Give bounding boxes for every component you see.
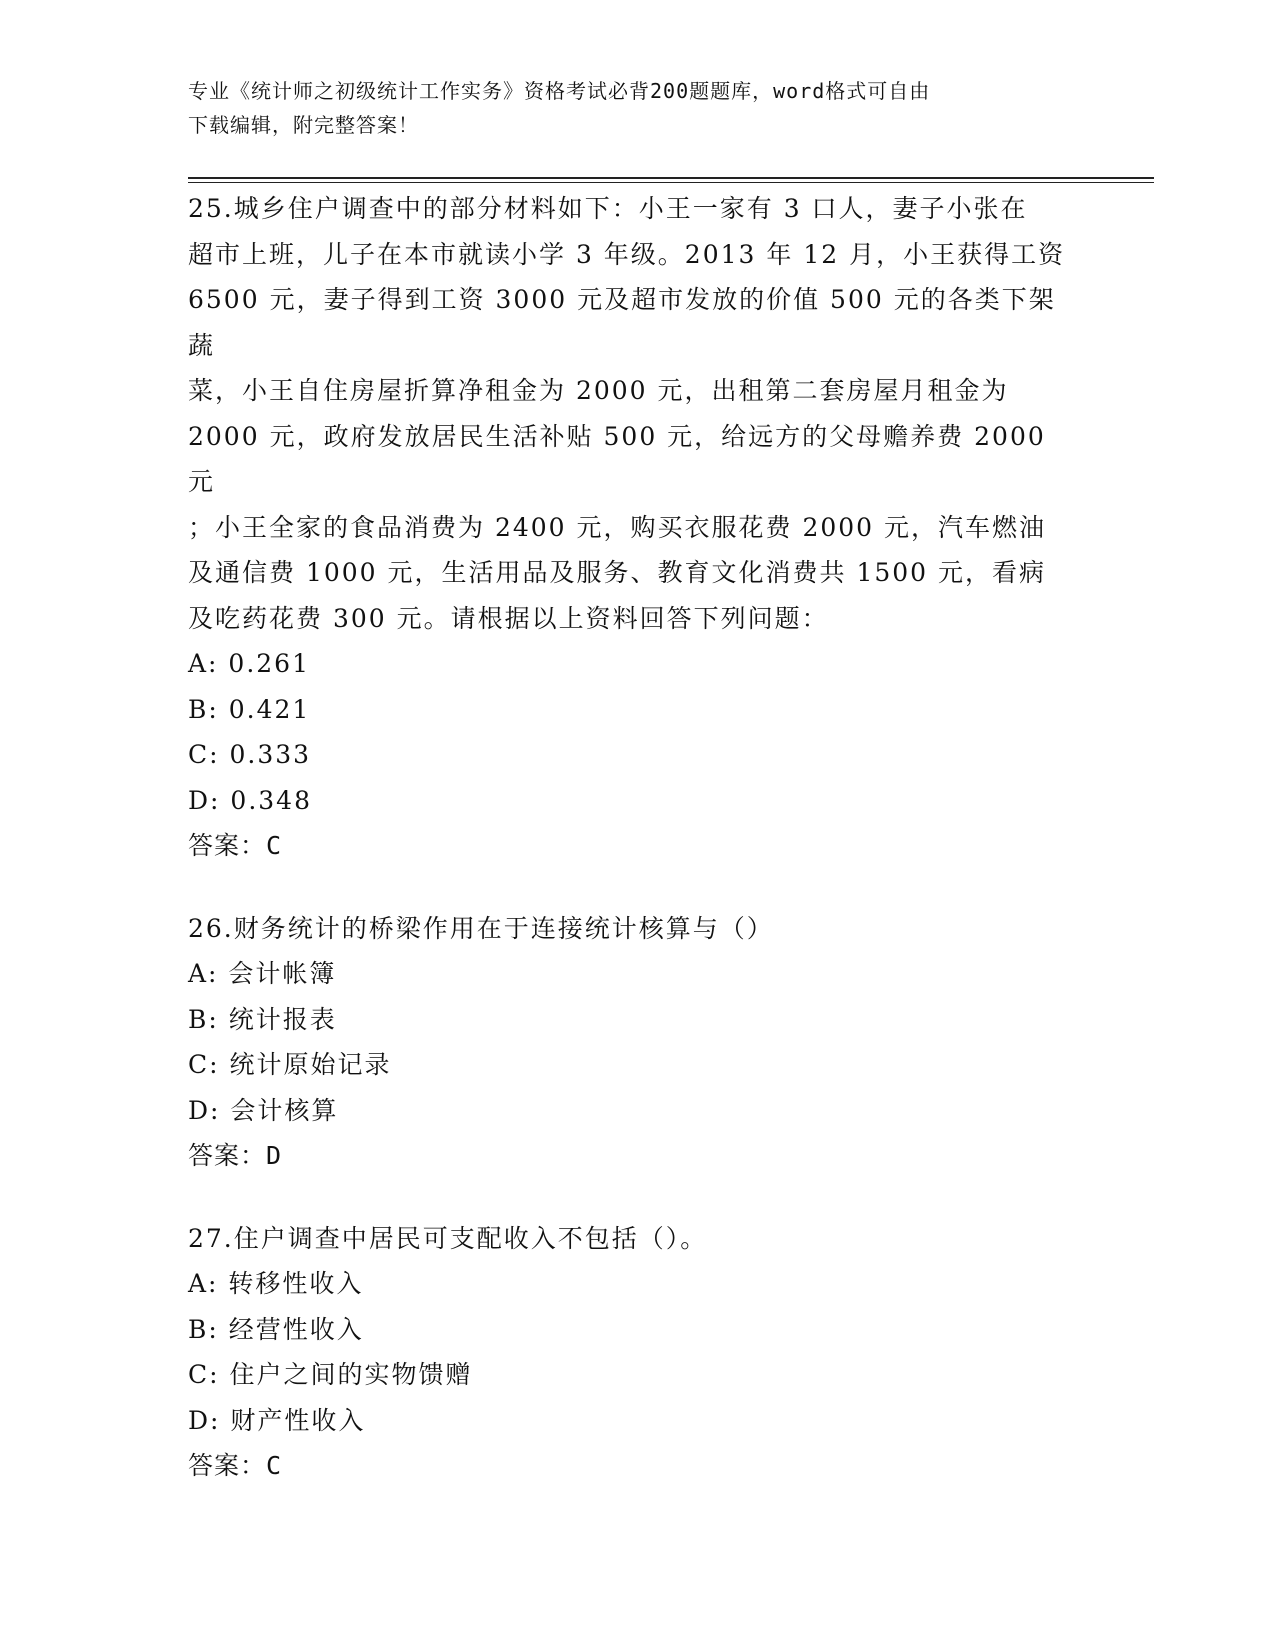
question-26 [188,906,1068,1179]
stem-line: 27.住户调查中居民可支配收入不包括（）。 [188,1223,708,1253]
answer: 答案：D [188,1141,283,1170]
question-25 [188,186,1068,869]
option-a: A: 会计帐簿 [188,959,337,988]
stem-line: 2000 元，政府发放居民生活补贴 500 元，给远方的父母赡养费 2000 元 [188,421,1046,496]
stem-line: 6500 元，妻子得到工资 3000 元及超市发放的价值 500 元的各类下架蔬 [188,285,1056,360]
option-a: A: 0.261 [188,649,310,678]
question-stem [188,186,1068,641]
answer: 答案：C [188,831,283,860]
answer: 答案：C [188,1451,283,1480]
stem-line: 及通信费 1000 元，生活用品及服务、教育文化消费共 1500 元，看病 [188,558,1047,587]
header-divider-thick [188,177,1154,179]
header-line-2: 下载编辑，附完整答案！ [188,113,419,137]
option-c: C: 统计原始记录 [188,1050,392,1079]
question-stem [188,1216,1068,1262]
option-a: A: 转移性收入 [188,1269,364,1298]
question-spacer [188,1179,1068,1216]
stem-line: 及吃药花费 300 元。请根据以上资料回答下列问题： [188,603,829,633]
question-spacer [188,869,1068,906]
option-d: D: 财产性收入 [188,1405,366,1435]
question-stem [188,906,1068,952]
stem-line: 25.城乡住户调查中的部分材料如下：小王一家有 3 口人，妻子小张在 [188,194,1028,223]
option-c: C: 0.333 [188,740,312,769]
document-header [188,74,1088,142]
header-line-1: 专业《统计师之初级统计工作实务》资格考试必背200题题库，word格式可自由 [188,79,931,103]
header-divider-thin [188,182,1154,183]
stem-line: 26.财务统计的桥梁作用在于连接统计核算与（） [188,913,774,943]
stem-line: 菜，小王自住房屋折算净租金为 2000 元，出租第二套房屋月租金为 [188,376,1009,405]
stem-line: ；小王全家的食品消费为 2400 元，购买衣服花费 2000 元，汽车燃油 [188,512,1047,542]
question-27 [188,1216,1068,1489]
option-d: D: 会计核算 [188,1095,339,1125]
option-b: B: 0.421 [188,694,311,724]
option-b: B: 经营性收入 [188,1314,364,1344]
option-b: B: 统计报表 [188,1004,337,1034]
question-list [188,186,1068,1489]
stem-line: 超市上班，儿子在本市就读小学 3 年级。2013 年 12 月，小王获得工资 [188,239,1066,269]
option-c: C: 住户之间的实物馈赠 [188,1360,473,1389]
option-d: D: 0.348 [188,785,312,815]
